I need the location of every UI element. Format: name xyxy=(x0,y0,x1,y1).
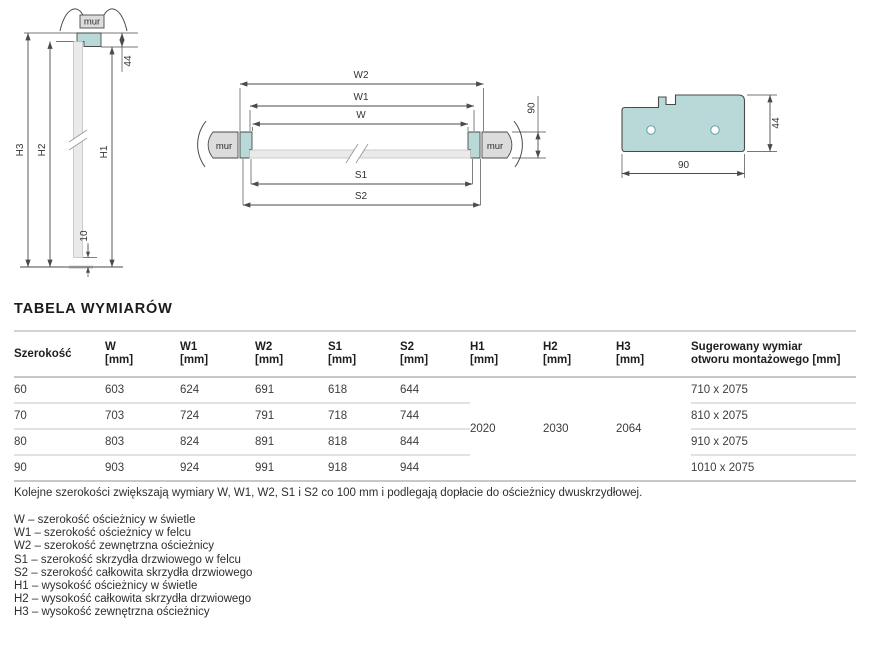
cell-w1: 724 xyxy=(180,403,255,429)
wall-label-right: mur xyxy=(486,141,504,152)
col-header-szerokosc: Szerokość xyxy=(14,331,105,377)
cell-h1-merged: 2020 xyxy=(470,377,543,481)
cell-szerokosc: 70 xyxy=(14,403,105,429)
dim-label-10: 10 xyxy=(79,230,90,242)
cell-otwor: 910 x 2075 xyxy=(691,429,856,455)
dim-label-h3: H3 xyxy=(15,143,26,157)
cell-w: 903 xyxy=(105,455,180,481)
legend-item-w2: W2 – szerokość zewnętrzna ościeżnicy xyxy=(14,540,215,553)
cell-s2: 744 xyxy=(400,403,470,429)
dimensions-table xyxy=(14,330,856,482)
cell-s2: 944 xyxy=(400,455,470,481)
cell-s1: 718 xyxy=(328,403,400,429)
cell-otwor: 710 x 2075 xyxy=(691,377,856,403)
cell-s1: 918 xyxy=(328,455,400,481)
cell-w: 803 xyxy=(105,429,180,455)
legend-item-h3: H3 – wysokość zewnętrzna ościeżnicy xyxy=(14,606,210,619)
legend-list xyxy=(14,514,252,620)
cell-otwor: 1010 x 2075 xyxy=(691,455,856,481)
col-header-w: W [mm] xyxy=(105,331,180,377)
table-row xyxy=(14,377,856,403)
wall-label-left: mur xyxy=(215,141,233,152)
dim-label-90-wall: 90 xyxy=(526,102,538,114)
profile-detail-drawing xyxy=(622,95,782,178)
dim-label-s1: S1 xyxy=(354,170,368,181)
col-header-otwor: Sugerowany wymiar otworu montażowego [mm] xyxy=(691,331,856,377)
legend-item-s2: S2 – szerokość całkowita skrzydła drzwiowego xyxy=(14,566,253,579)
cell-w2: 891 xyxy=(255,429,328,455)
wall-break-curve xyxy=(198,121,206,167)
wall-break-curve xyxy=(104,9,127,31)
legend-item-s1: S1 – szerokość skrzydła drzwiowego w felcu xyxy=(14,553,241,566)
cell-szerokosc: 60 xyxy=(14,377,105,403)
profile-hole xyxy=(647,126,655,134)
cell-w2: 791 xyxy=(255,403,328,429)
frame-profile-shape xyxy=(622,95,745,152)
cell-w1: 924 xyxy=(180,455,255,481)
profile-hole xyxy=(711,126,719,134)
cell-s1: 818 xyxy=(328,429,400,455)
dim-label-44: 44 xyxy=(123,55,134,67)
col-header-s1: S1 [mm] xyxy=(328,331,400,377)
vertical-section-drawing xyxy=(15,9,138,277)
dim-label-w2: W2 xyxy=(353,70,369,81)
page-title: TABELA WYMIARÓW xyxy=(14,301,173,317)
legend-item-w: W – szerokość ościeżnicy w świetle xyxy=(14,514,196,526)
col-header-h3: H3 [mm] xyxy=(616,331,691,377)
table-header-row xyxy=(14,331,856,377)
table-row xyxy=(14,455,856,481)
footnote: Kolejne szerokości zwiększają wymiary W, W1, W2, S1 i S2 co 100 mm i podlegają dopłacie do ościeżnicy dwuskrzydłowej. xyxy=(14,487,643,499)
horizontal-section-drawing xyxy=(198,70,546,205)
dim-label-h1: H1 xyxy=(99,145,110,159)
legend-item-h1: H1 – wysokość ościeżnicy w świetle xyxy=(14,580,198,593)
cell-otwor: 810 x 2075 xyxy=(691,403,856,429)
wall-break-curve xyxy=(514,121,522,167)
col-header-w1: W1 [mm] xyxy=(180,331,255,377)
dim-label-s2: S2 xyxy=(354,191,368,202)
cell-szerokosc: 90 xyxy=(14,455,105,481)
table-row xyxy=(14,429,856,455)
legend-item-h2: H2 – wysokość całkowita skrzydła drzwiowego xyxy=(14,593,252,606)
dim-label-w1: W1 xyxy=(353,92,369,103)
legend-item-w1: W1 – szerokość ościeżnicy w felcu xyxy=(14,527,192,540)
cell-h3-merged: 2064 xyxy=(616,377,691,481)
col-header-h1: H1 [mm] xyxy=(470,331,543,377)
cell-h2-merged: 2030 xyxy=(543,377,616,481)
cell-s2: 844 xyxy=(400,429,470,455)
cell-w: 603 xyxy=(105,377,180,403)
cell-w2: 991 xyxy=(255,455,328,481)
col-header-h2: H2 [mm] xyxy=(543,331,616,377)
cell-s1: 618 xyxy=(328,377,400,403)
wall-label: mur xyxy=(83,16,101,28)
cell-w2: 691 xyxy=(255,377,328,403)
technical-drawings xyxy=(0,0,870,300)
dim-label-w: W xyxy=(356,110,366,121)
cell-szerokosc: 80 xyxy=(14,429,105,455)
cell-w1: 824 xyxy=(180,429,255,455)
cell-s2: 644 xyxy=(400,377,470,403)
cell-w1: 624 xyxy=(180,377,255,403)
cell-w: 703 xyxy=(105,403,180,429)
door-leaf-vertical xyxy=(74,42,83,258)
dim-label-90-profile: 90 xyxy=(677,160,690,171)
col-header-w2: W2 [mm] xyxy=(255,331,328,377)
table-row xyxy=(14,403,856,429)
col-header-s2: S2 [mm] xyxy=(400,331,470,377)
dim-label-h2: H2 xyxy=(37,143,48,157)
dim-label-44-profile: 44 xyxy=(771,117,782,129)
